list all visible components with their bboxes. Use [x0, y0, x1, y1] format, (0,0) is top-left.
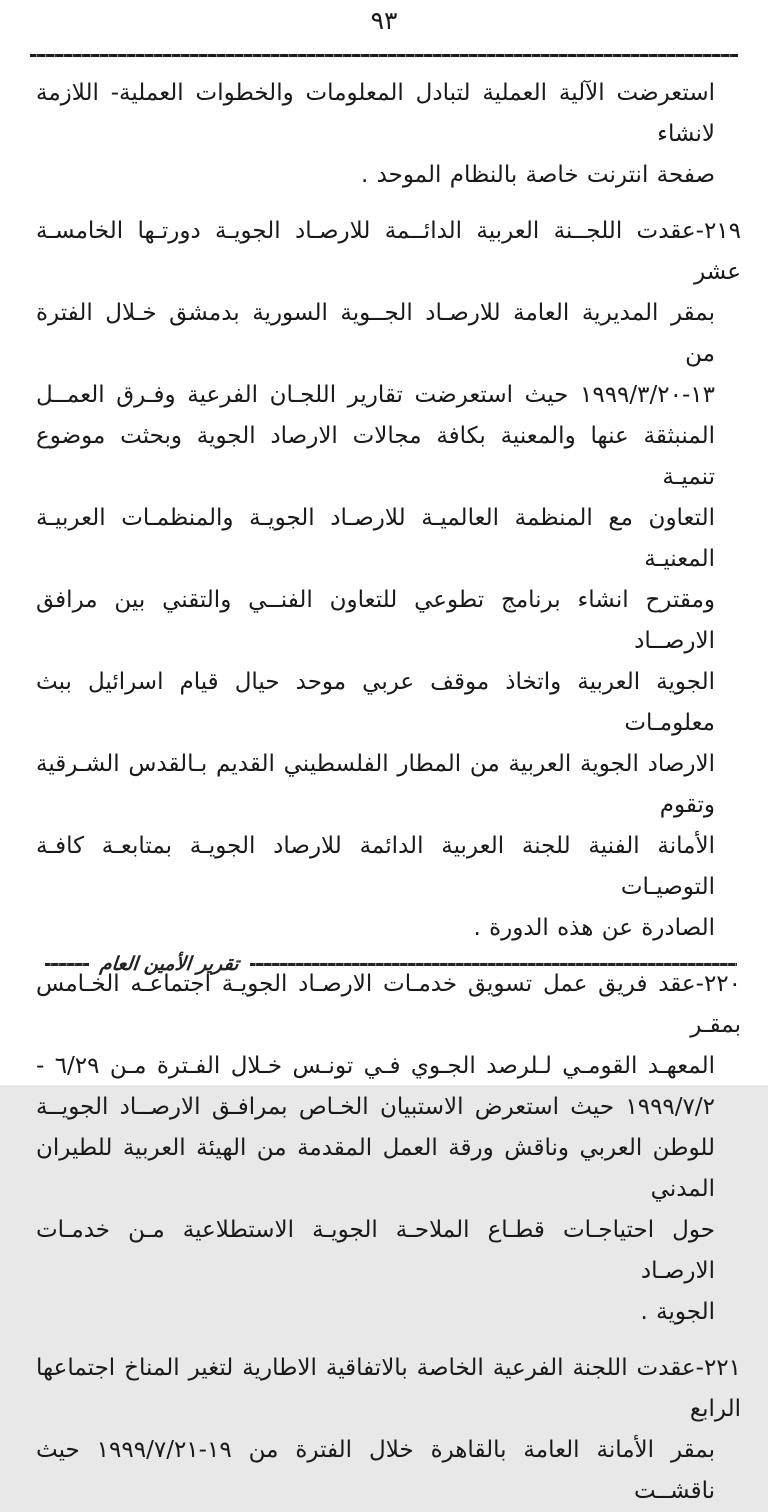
text-line: ٢٢٠-عقد فريق عمل تسويق خدمـات الارصـاد الجويـة اجتماعـه الخـامس بمقـر [36, 971, 741, 1038]
text-line: استعرضت الآلية العملية لتبادل المعلومات والخطوات العملية- اللازمة لانشاء [36, 80, 715, 147]
text-line: حول احتياجـات قطـاع الملاحـة الجويـة الاستطلاعية مـن خدمـات الارصـاد [36, 1217, 715, 1284]
continuation-paragraph [36, 73, 741, 196]
text-line: بمقر المديرية العامة للارصـاد الجــوية السورية بدمشق خـلال الفترة من [36, 300, 715, 367]
text-line: ١٩٩٩/٧/٢ حيث استعرض الاستبيان الخـاص بمرافـق الارصــاد الجويــة [36, 1094, 715, 1120]
text-line: ٢١٩-عقدت اللجــنة العربية الدائــمة للارصـاد الجويـة دورتـها الخامسـة عشر [36, 218, 741, 285]
text-line: بمقر الأمانة العامة بالقاهرة خلال الفترة من ١٩-١٩٩٩/٧/٢١ حيث ناقشــت [36, 1437, 715, 1504]
document-body [36, 73, 741, 1512]
text-line: ومقترح انشاء برنامج تطوعي للتعاون الفنــي والتقني بين مرافق الارصــاد [36, 587, 715, 654]
text-line: التعاون مع المنظمة العالميـة للارصـاد الجويـة والمنظمـات العربيـة المعنيـة [36, 505, 715, 572]
footer-rule-right [250, 963, 737, 966]
text-line: الصادرة عن هذه الدورة . [473, 915, 715, 941]
footer-book-title: تقرير الأمين العام [98, 953, 240, 975]
text-line: الأمانة الفنية للجنة العربية الدائمة للارصاد الجويـة بمتابعـة كافـة التوصيـات [36, 833, 715, 900]
numbered-paragraph [36, 1348, 741, 1512]
header-rule [30, 54, 738, 57]
text-line: صفحة انترنت خاصة بالنظام الموحد . [360, 162, 715, 188]
text-line: المنبثقة عنها والمعنية بكافة مجالات الارصاد الجوية وبحثت موضوع تنميـة [36, 423, 715, 490]
numbered-paragraph [36, 211, 741, 949]
text-line: الارصاد الجوية العربية من المطار الفلسطيني القديم بـالقدس الشـرقية وتقوم [36, 751, 715, 818]
page-number: ٩٣ [370, 6, 398, 35]
text-line: الجوية العربية واتخاذ موقف عربي موحد حيال قيام اسرائيل ببث معلومـات [36, 669, 715, 736]
text-line: الجوية . [640, 1299, 715, 1325]
text-line: ٢٢١-عقدت اللجنة الفرعية الخاصة بالاتفاقية الاطارية لتغير المناخ اجتماعها الرابع [36, 1355, 741, 1422]
text-line: ١٣-١٩٩٩/٣/٢٠ حيث استعرضت تقارير اللجـان الفرعية وفـرق العمــل [36, 382, 715, 408]
text-line: المعهـد القومـي لـلرصد الجـوي فـي تونـس خـلال الفـترة مـن ٦/٢٩ - [36, 1053, 715, 1079]
numbered-paragraph [36, 964, 741, 1333]
text-line: للوطن العربي وناقش ورقة العمل المقدمة من الهيئة العربية للطيران المدني [36, 1135, 715, 1202]
footer-rule-left [45, 963, 89, 966]
page-footer [45, 948, 737, 980]
